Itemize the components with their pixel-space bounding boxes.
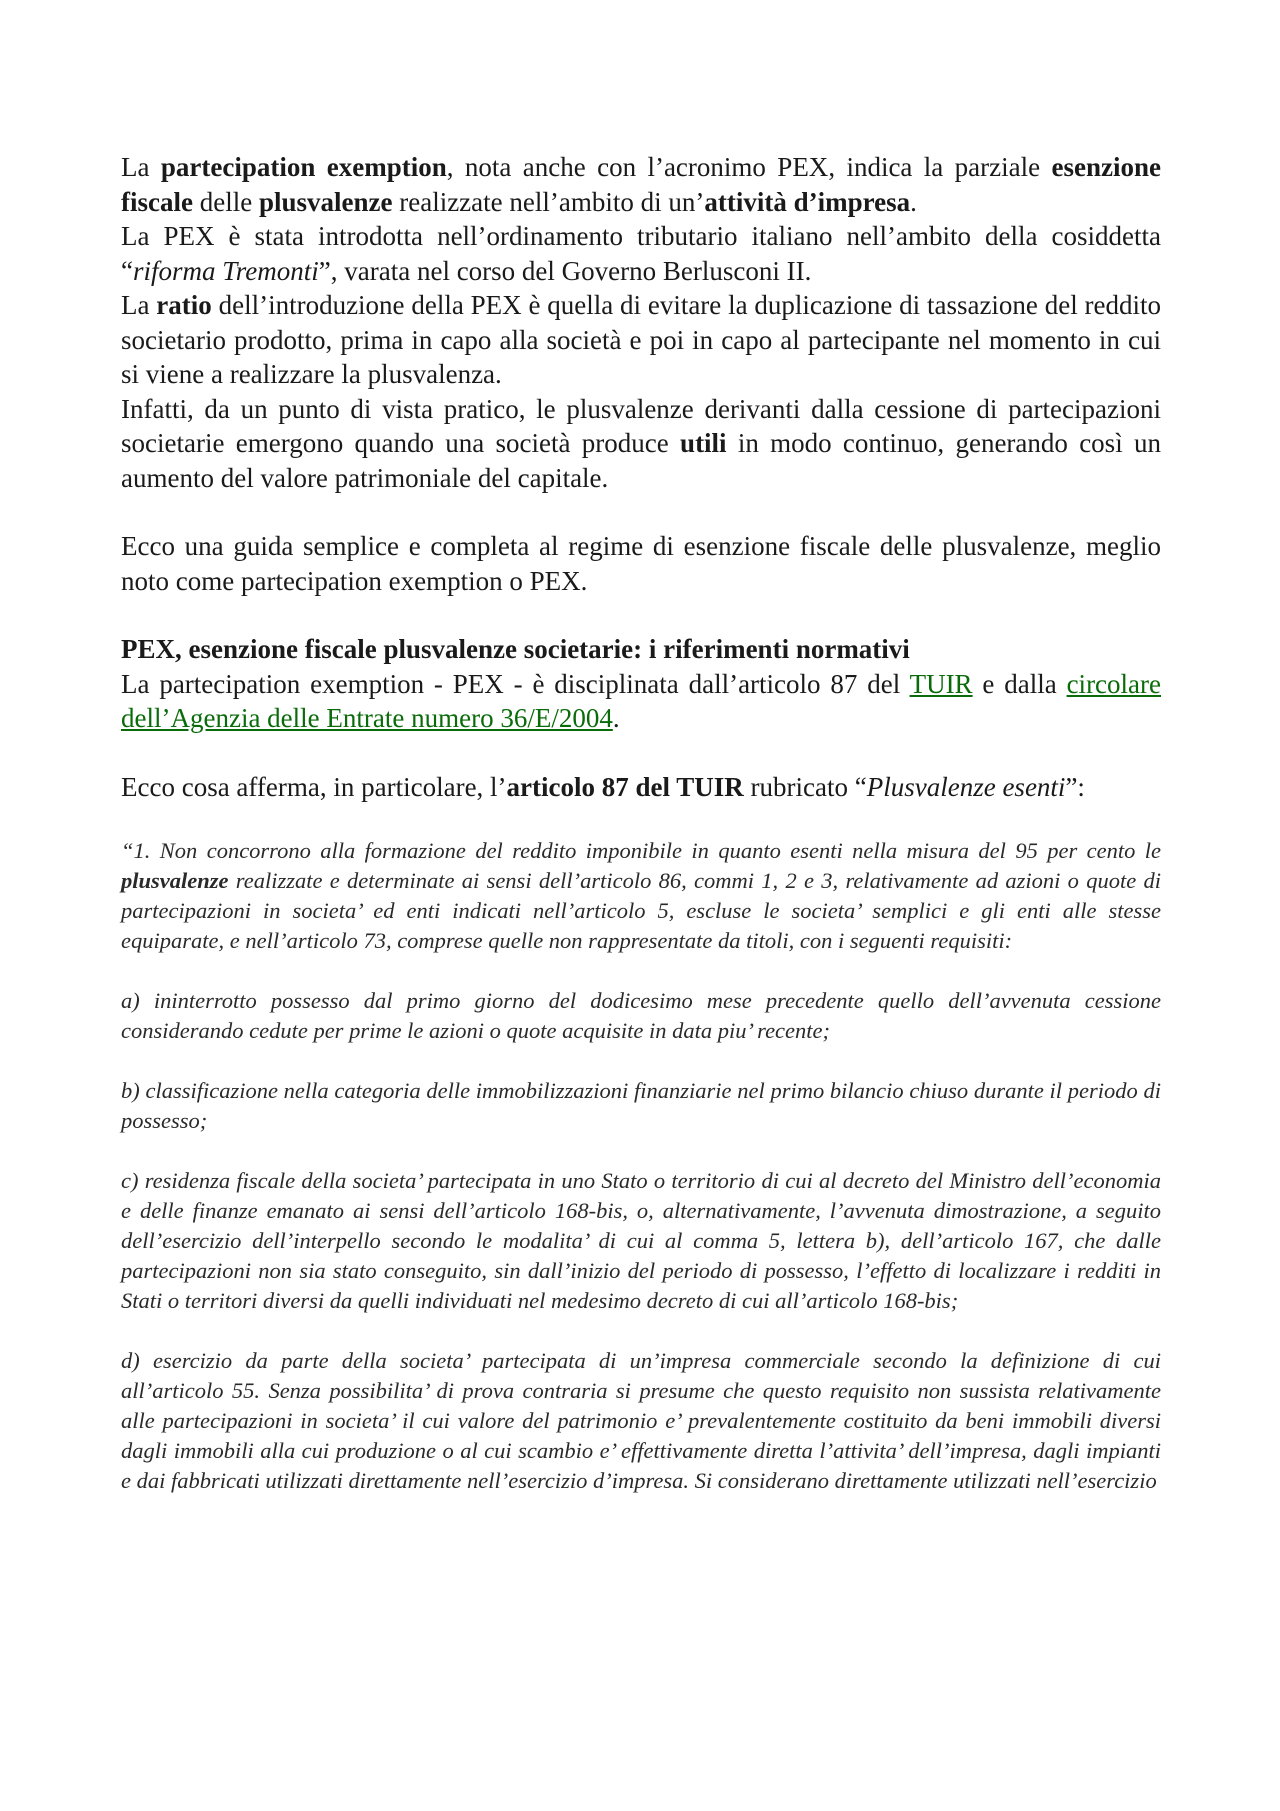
quote-item-d: d) esercizio da parte della societa’ partecipata di un’impresa commerciale secondo la definizione di cui all’articolo 55. Senza possibilita’ di prova contraria si presume che questo requisito non sussista relativamente alle partecipazioni in societa’ il cui valore del patrimonio e’ prevalentemente costituito da beni immobili diversi dagli immobili alla cui produzione o al cui scambio e’ effettivamente diretta l’attivita’ dell’impresa, dagli impianti e dai fabbricati utilizzati direttamente nell’esercizio d’impresa. Si considerano direttamente utilizzati nell’esercizio: [121, 1348, 1161, 1493]
intro-paragraph-3: [121, 288, 1161, 392]
text-run: .: [910, 186, 917, 217]
text-run: dell’introduzione della PEX è quella di evitare la duplicazione di tassazione del reddito societario prodotto, prima in capo alla società e poi in capo al partecipante nel momento in cui si viene a realizzare la plusvalenza.: [121, 290, 1161, 389]
term-bold: plusvalenze: [258, 186, 393, 217]
text-run: , indica la parziale: [828, 152, 1052, 182]
term-bold: plusvalenze: [121, 868, 229, 893]
section-heading: PEX, esenzione fiscale plusvalenze societarie: i riferimenti normativi: [121, 634, 910, 664]
text-run: e dalla: [972, 668, 1067, 699]
text-run: Infatti, da un punto di vista pratico, le plusvalenze derivanti dalla cessione di partecipazioni societarie emergono quando una società produce: [121, 393, 1161, 458]
text-run: .: [612, 703, 620, 733]
quote-item-b: b) classificazione nella categoria delle immobilizzazioni finanziarie nel primo bilancio chiuso durante il periodo di possesso;: [121, 1078, 1161, 1133]
term-bold: partecipation exemption: [160, 152, 447, 182]
text-run: realizzate nell’ambito di un’: [392, 186, 705, 217]
text-run: La PEX è stata introdotta nell’ordinamento tributario italiano nell’ambito della cosiddetta “: [121, 221, 1161, 286]
text-run: , nota anche con l’acronimo: [446, 152, 778, 182]
text-run: delle: [192, 186, 259, 217]
term-bold: ratio: [156, 290, 212, 320]
text-run: Ecco cosa afferma, in particolare, l’: [121, 771, 507, 802]
text-run: La: [121, 152, 161, 182]
intro-paragraph-2: [121, 219, 1161, 288]
text-run: “1. Non concorrono alla formazione del reddito imponibile in quanto esenti nella misura del 95 per cento le: [121, 838, 1161, 863]
quote-item-a: a) ininterrotto possesso dal primo giorno del dodicesimo mese precedente quello dell’avvenuta cessione considerando cedute per prime le azioni o quote acquisite in data piu’ recente;: [121, 988, 1161, 1043]
quote-paragraph-1: [121, 836, 1161, 956]
tuir-link[interactable]: TUIR: [909, 668, 973, 699]
term-bold: utili: [680, 428, 727, 458]
text-run: La partecipation exemption - PEX - è disciplinata dall’articolo 87 del: [121, 668, 910, 699]
term-bold: articolo 87 del TUIR: [506, 771, 744, 802]
acronym: PEX: [777, 152, 829, 182]
term-italic: Plusvalenze esenti: [866, 771, 1066, 802]
text-run: La: [121, 290, 157, 320]
document-page: [121, 150, 1161, 1496]
term-italic: riforma Tremonti: [132, 255, 319, 286]
text-run: ”:: [1065, 771, 1085, 802]
circolare-link[interactable]: circolare dell’Agenzia delle Entrate numero 36/E/2004: [121, 668, 1161, 733]
normative-paragraph: [121, 667, 1161, 736]
intro-paragraph-1: [121, 150, 1161, 219]
article-intro-paragraph: [121, 770, 1161, 805]
term-bold: attività d’impresa: [704, 186, 911, 217]
intro-paragraph-4: [121, 392, 1161, 496]
quote-item-c: c) residenza fiscale della societa’ partecipata in uno Stato o territorio di cui al decreto del Ministro dell’economia e delle finanze emanato ai sensi dell’articolo 168-bis, o, alternativamente, l’avvenuta dimostrazione, a seguito dell’esercizio dell’interpello secondo le modalita’ di cui al comma 5, lettera b), dell’articolo 167, che dalle partecipazioni non sia stato conseguito, sin dall’inizio del periodo di possesso, l’effetto di localizzare i redditi in Stati o territori diversi da quelli individuati nel medesimo decreto di cui all’articolo 168-bis;: [121, 1168, 1161, 1313]
text-run: in modo continuo, generando così un aumento del valore patrimoniale del capitale.: [121, 428, 1161, 493]
text-run: rubricato “: [743, 771, 867, 802]
text-run: realizzate e determinate ai sensi dell’articolo 86, commi 1, 2 e 3, relativamente ad azioni o quote di partecipazioni in societa’ ed enti indicati nell’articolo 5, escluse le societa’ semplici e gli enti alle stesse equiparate, e nell’articolo 73, comprese quelle non rappresentate da titoli, con i seguenti requisiti:: [121, 868, 1161, 953]
term-bold: esenzione fiscale: [121, 152, 1161, 217]
text-run: ”, varata nel corso del Governo Berlusconi II.: [318, 255, 812, 286]
guide-paragraph: Ecco una guida semplice e completa al regime di esenzione fiscale delle plusvalenze, meglio noto come partecipation exemption o PEX.: [121, 531, 1161, 596]
